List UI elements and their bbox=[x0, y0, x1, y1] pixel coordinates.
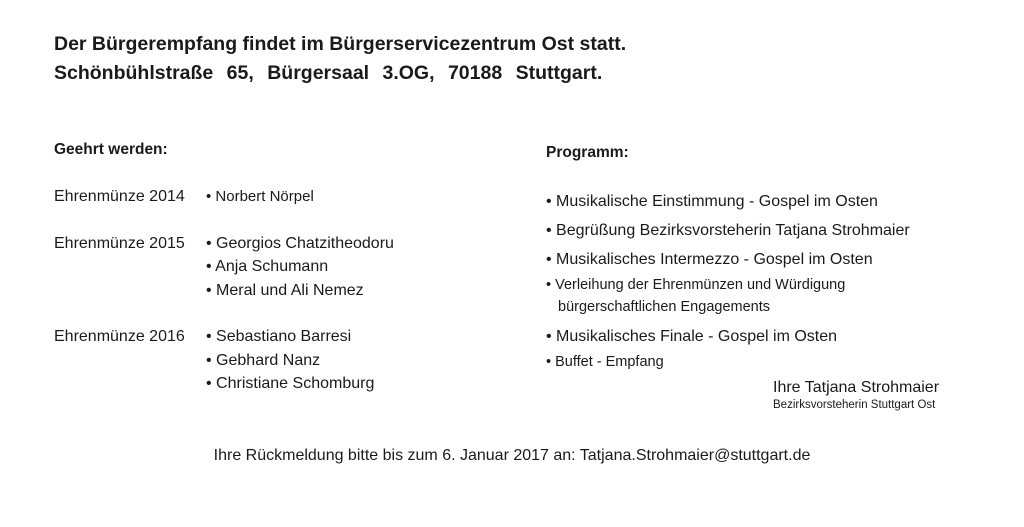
program-item: • Musikalisches Intermezzo - Gospel im Osten bbox=[546, 251, 873, 268]
program-item: • Buffet - Empfang bbox=[546, 354, 664, 370]
honoree-name: • Christiane Schomburg bbox=[206, 375, 375, 392]
award-2014 bbox=[54, 185, 514, 209]
signature-name: Ihre Tatjana Strohmaier bbox=[773, 379, 940, 396]
award-year: Ehrenmünze 2014 bbox=[54, 188, 185, 205]
signature-role: Bezirksvorsteherin Stuttgart Ost bbox=[773, 399, 936, 411]
honoree-name: • Anja Schumann bbox=[206, 258, 329, 275]
honoree-name: • Meral und Ali Nemez bbox=[206, 281, 364, 299]
honorees-section bbox=[54, 140, 514, 396]
program-list bbox=[546, 187, 986, 373]
program-title: Programm: bbox=[546, 144, 629, 161]
program-item: • Begrüßung Bezirksvorsteherin Tatjana Strohmaier bbox=[546, 222, 910, 239]
program-item: • Musikalische Einstimmung - Gospel im Osten bbox=[546, 193, 878, 210]
award-year: Ehrenmünze 2016 bbox=[54, 328, 185, 345]
program-item-continuation: bürgerschaftlichen Engagements bbox=[558, 299, 770, 315]
rsvp-footer: Ihre Rückmeldung bitte bis zum 6. Januar 2017 an: Tatjana.Strohmaier@stuttgart.de bbox=[213, 447, 811, 464]
honoree-name: • Norbert Nörpel bbox=[206, 188, 314, 205]
invitation-header bbox=[54, 30, 626, 88]
venue-line: Der Bürgerempfang findet im Bürgerservicezentrum Ost statt. bbox=[54, 33, 627, 55]
honoree-name: • Georgios Chatzitheodoru bbox=[206, 234, 394, 252]
honoree-name: • Sebastiano Barresi bbox=[206, 328, 352, 345]
award-2015 bbox=[54, 232, 514, 303]
signature-block bbox=[773, 378, 939, 412]
address-line: Schönbühlstraße 65, Bürgersaal 3.OG, 70188 Stuttgart. bbox=[54, 62, 603, 84]
award-year: Ehrenmünze 2015 bbox=[54, 234, 185, 252]
award-2016 bbox=[54, 325, 514, 396]
honoree-name: • Gebhard Nanz bbox=[206, 351, 321, 369]
program-section bbox=[546, 143, 986, 373]
program-item: • Musikalisches Finale - Gospel im Osten bbox=[546, 328, 838, 345]
program-item: • Verleihung der Ehrenmünzen und Würdigung bbox=[546, 277, 846, 293]
honorees-title: Geehrt werden: bbox=[54, 141, 168, 158]
